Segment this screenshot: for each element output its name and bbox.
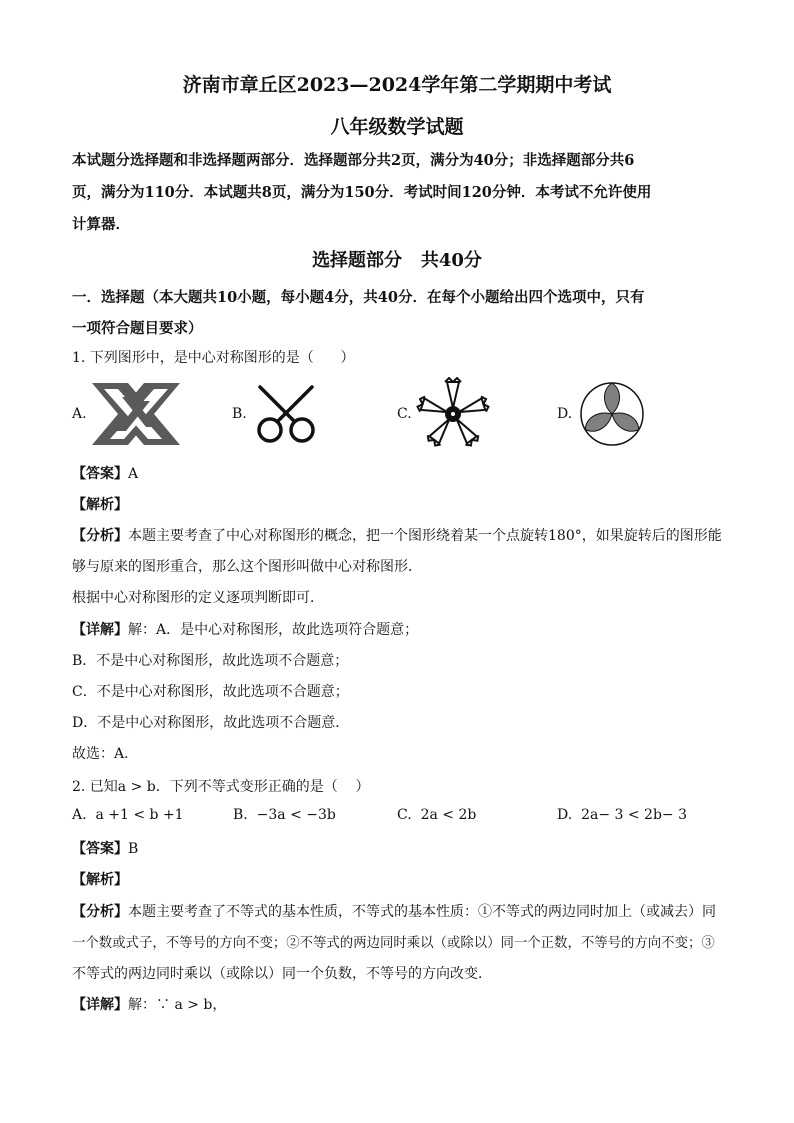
fenxi-tag: 【分析】 <box>72 528 128 544</box>
part-title-line-2: 一项符合题目要求） <box>72 320 203 337</box>
xiangjie-tag: 【详解】 <box>72 997 128 1013</box>
q1-xiangjie-line-3: C．不是中心对称图形，故此选项不合题意； <box>72 684 349 700</box>
pinwheel-icon <box>413 377 493 451</box>
q2-analysis-tag: 【解析】 <box>72 872 128 888</box>
q2-option-a: A. a +1 < b +1 <box>72 807 184 823</box>
q1-option-c-label: C. <box>397 406 412 422</box>
q1-option-a-label: A. <box>72 406 87 422</box>
q1-xiangjie-line-2: B．不是中心对称图形，故此选项不合题意； <box>72 653 349 669</box>
section-heading: 选择题部分 共40分 <box>312 250 482 271</box>
q1-option-d-label: D. <box>557 406 573 422</box>
part-title-line-1: 一．选择题（本大题共10小题，每小题4分，共40分．在每个小题给出四个选项中，只有 <box>72 289 645 306</box>
q1-fenxi-line-2: 够与原来的图形重合，那么这个图形叫做中心对称图形． <box>72 559 422 575</box>
intro-line-3: 计算器． <box>72 216 130 233</box>
q1-stem: 1. 下列图形中，是中心对称图形的是（ ） <box>72 350 355 366</box>
q2-fenxi-line-3: 不等式的两边同时乘以（或除以）同一个负数，不等号的方向改变． <box>72 966 492 982</box>
fenxi-tag: 【分析】 <box>72 904 128 920</box>
xiangjie-tag: 【详解】 <box>72 622 128 638</box>
intro-line-1: 本试题分选择题和非选择题两部分．选择题部分共2页，满分为40分；非选择题部分共6 <box>72 152 635 169</box>
fenxi-text: 本题主要考查了中心对称图形的概念，把一个图形绕着某一个点旋转180°，如果旋转后的图形能 <box>128 528 722 544</box>
answer-tag: 【答案】 <box>72 466 128 482</box>
q2-option-d: D. 2a− 3 < 2b− 3 <box>557 807 688 823</box>
q1-xiangjie-line-5: 故选：A． <box>72 746 139 762</box>
q1-xiangjie-line-1 <box>72 619 418 639</box>
q2-option-c: C. 2a < 2b <box>397 807 477 823</box>
exam-subtitle: 八年级数学试题 <box>330 116 464 138</box>
q2-stem: 2. 已知a > b．下列不等式变形正确的是（ ） <box>72 779 370 795</box>
q2-xiangjie-line-1 <box>72 994 226 1014</box>
xiangjie-text: 解：A．是中心对称图形，故此选项符合题意； <box>128 622 419 638</box>
q2-fenxi-line-2: 一个数或式子，不等号的方向不变；②不等式的两边同时乘以（或除以）同一个正数，不等号的方向不变；③ <box>72 936 715 951</box>
q2-answer <box>72 838 138 858</box>
intro-line-2: 页，满分为110分．本试题共8页，满分为150分．考试时间120分钟．本考试不允许使用 <box>72 184 652 201</box>
q1-option-b-label: B. <box>232 406 247 422</box>
q1-answer <box>72 463 138 483</box>
answer-value: B <box>128 841 139 857</box>
xiangjie-text: 解：∵ a > b， <box>128 997 227 1013</box>
option-a-figure <box>92 383 180 445</box>
circle-leaf-icon <box>577 381 647 447</box>
q1-analysis-tag: 【解析】 <box>72 497 128 513</box>
q1-fenxi-line-1 <box>72 525 722 545</box>
q2-option-b: B. −3a < −3b <box>233 807 336 823</box>
q1-xiangjie-line-4: D．不是中心对称图形，故此选项不合题意． <box>72 715 350 731</box>
q2-fenxi-line-1 <box>72 901 716 921</box>
exam-title: 济南市章丘区2023—2024学年第二学期期中考试 <box>182 74 612 96</box>
scissors-icon <box>252 383 320 445</box>
answer-tag: 【答案】 <box>72 841 128 857</box>
q1-fenxi-line-3: 根据中心对称图形的定义逐项判断即可． <box>72 590 324 606</box>
answer-value: A <box>128 466 139 482</box>
fenxi-text: 本题主要考查了不等式的基本性质，不等式的基本性质：①不等式的两边同时加上（或减去）同 <box>128 904 716 920</box>
